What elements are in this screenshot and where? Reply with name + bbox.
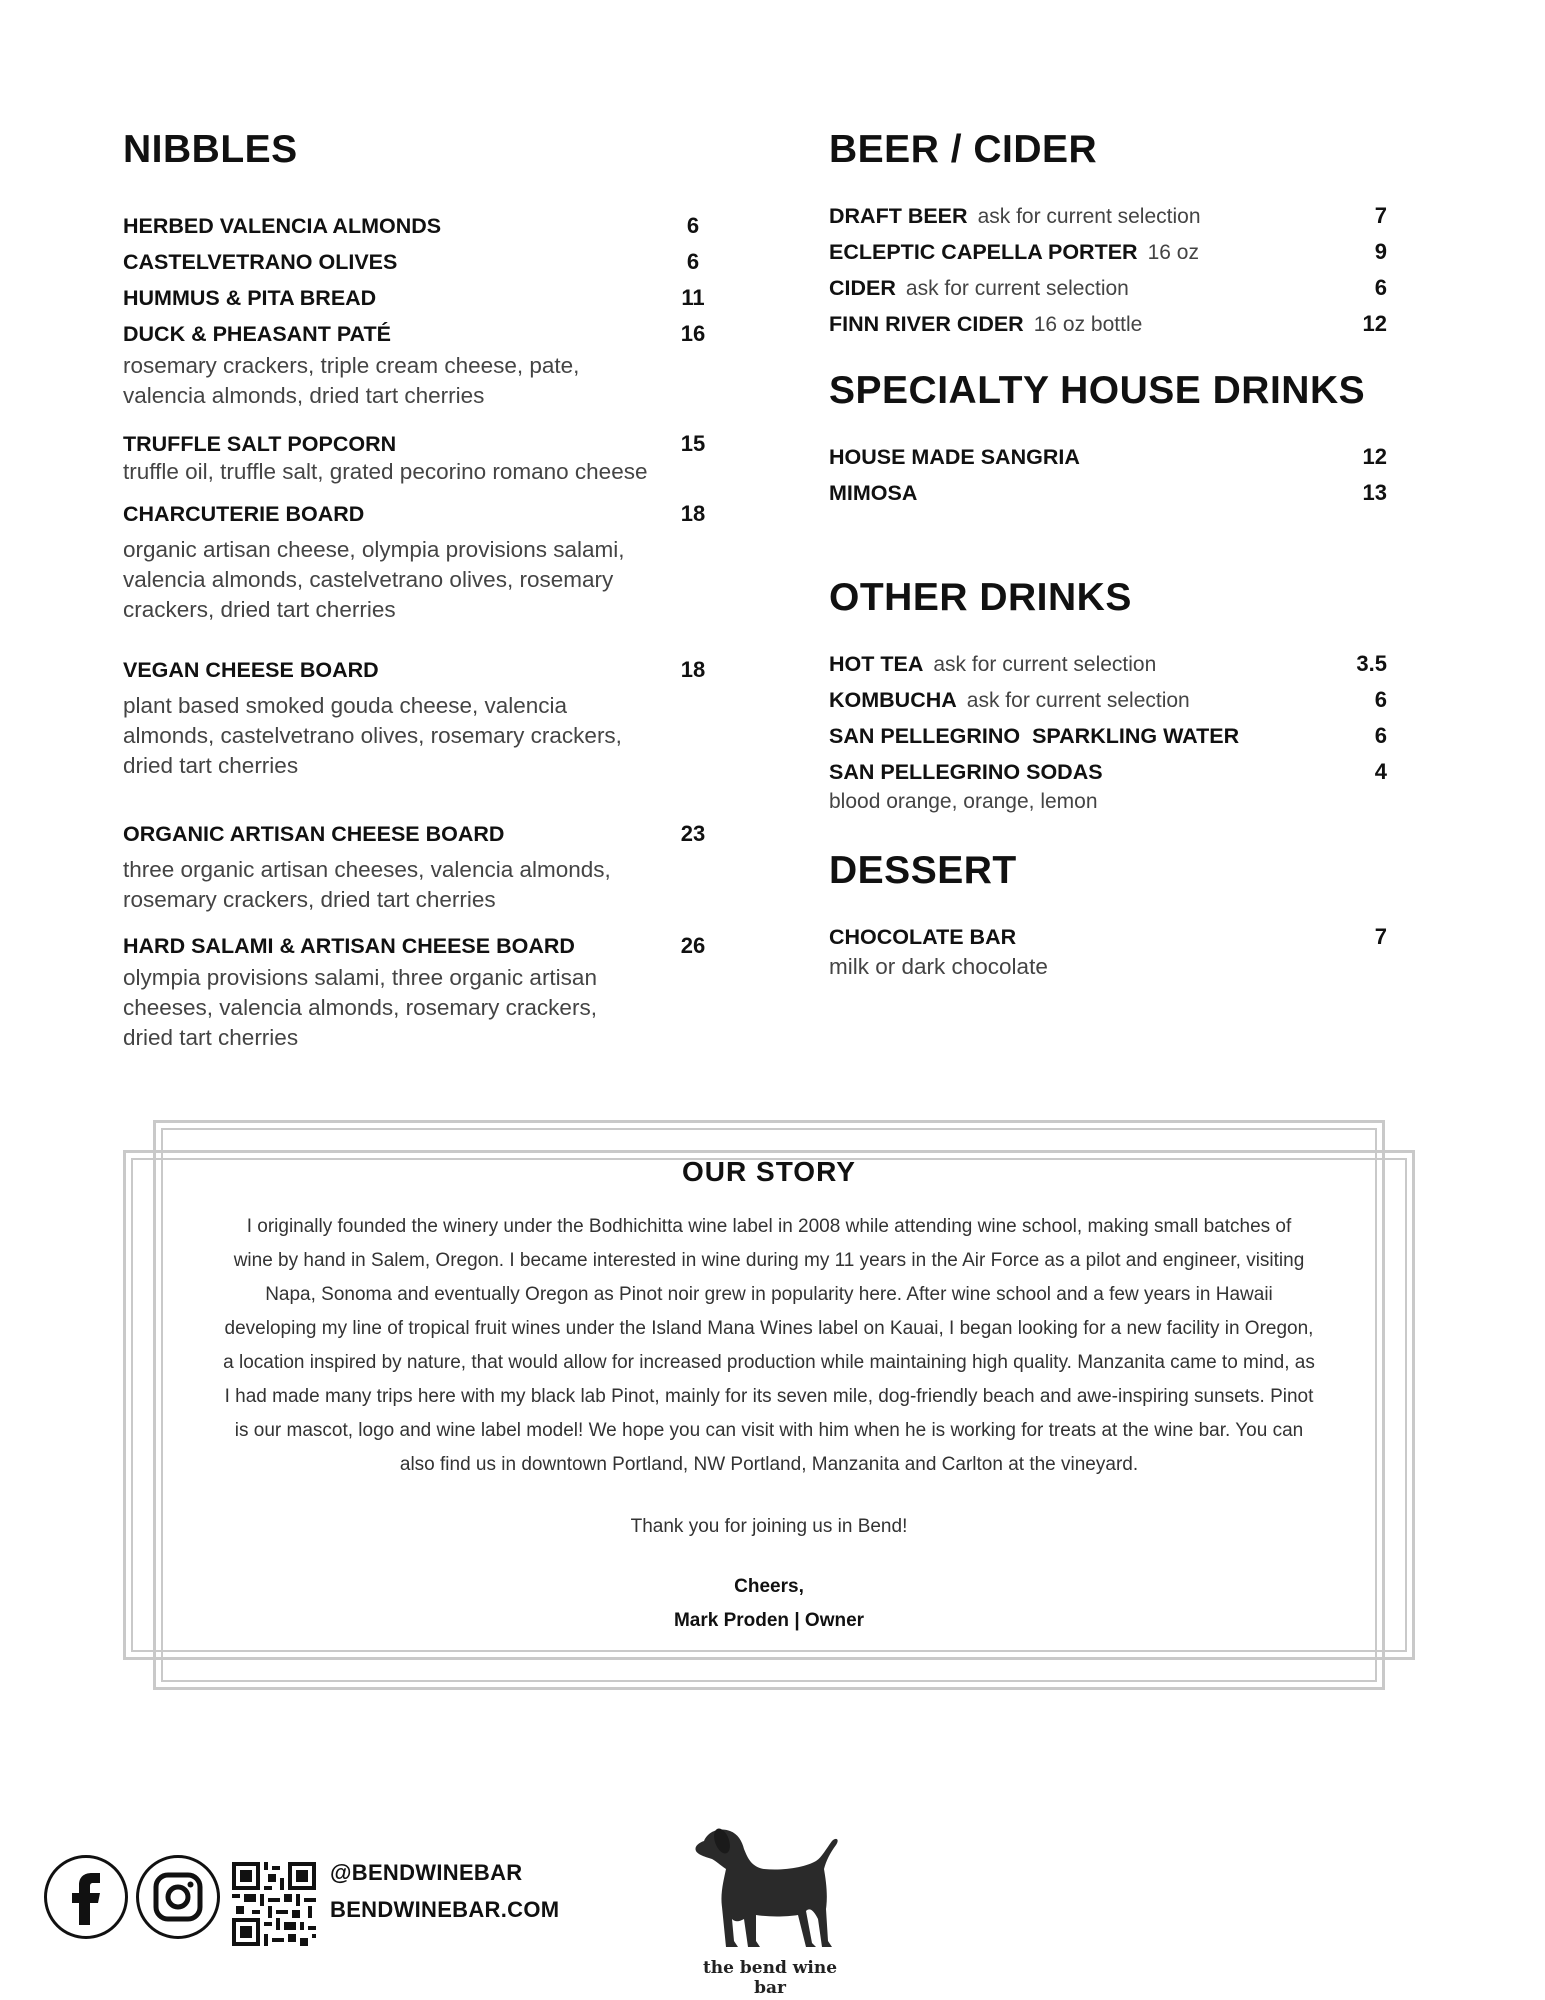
description-line: three organic artisan cheeses, valencia almonds, (123, 857, 611, 882)
item-price: 13 (1362, 480, 1387, 505)
item-name: MIMOSA (829, 481, 918, 505)
menu-item (123, 821, 713, 915)
item-note: 16 oz bottle (1033, 313, 1143, 336)
menu-item (829, 444, 1387, 470)
dessert-title: DESSERT (829, 849, 1017, 892)
item-price: 18 (680, 501, 706, 526)
item-note: ask for current selection (933, 653, 1157, 676)
description-line: valencia almonds, dried tart cherries (123, 383, 485, 408)
social-handle[interactable]: @BENDWINEBAR (330, 1860, 523, 1885)
story-thanks: Thank you for joining us in Bend! (630, 1516, 908, 1537)
item-price: 16 (680, 321, 706, 346)
nibbles-title: NIBBLES (123, 128, 298, 171)
item-name: HUMMUS & PITA BREAD (123, 286, 377, 310)
item-name: KOMBUCHA (829, 688, 957, 712)
item-price: 7 (1374, 203, 1387, 228)
description-line: almonds, castelvetrano olives, rosemary crackers, (123, 723, 622, 748)
menu-item (123, 321, 713, 411)
item-description (123, 457, 713, 487)
story-line: I originally founded the winery under the Bodhichitta wine label in 2008 while attending wine school, making small batches of (246, 1216, 1292, 1237)
story-line: Napa, Sonoma and eventually Oregon as Pinot noir grew in popularity here. After wine school and a few years in Hawaii (265, 1284, 1273, 1305)
instagram-glyph (152, 1871, 204, 1923)
item-name: VEGAN CHEESE BOARD (123, 658, 379, 682)
item-price: 11 (681, 285, 705, 310)
item-price: 6 (1374, 275, 1387, 300)
logo-text: the bend wine bar (702, 1958, 838, 1998)
item-price: 7 (1374, 924, 1387, 949)
owner-name: Mark Proden | Owner (673, 1610, 865, 1631)
description-line: plant based smoked gouda cheese, valencia (123, 693, 568, 718)
menu-item (829, 239, 1387, 265)
beer-cider-section (829, 130, 1387, 337)
menu-item (123, 249, 713, 275)
item-price: 12 (1362, 444, 1387, 469)
specialty-drinks-title: SPECIALTY HOUSE DRINKS (829, 369, 1366, 412)
menu-item (829, 311, 1387, 337)
drinks-column (829, 130, 1387, 982)
description-line: valencia almonds, castelvetrano olives, rosemary (123, 567, 614, 592)
item-name: CIDER (829, 276, 896, 300)
item-note: ask for current selection (977, 205, 1201, 228)
item-name: DRAFT BEER (829, 204, 968, 228)
our-story-box (123, 1120, 1415, 1690)
menu-item (829, 687, 1387, 713)
story-line: developing my line of tropical fruit wines under the Island Mana Wines label on Kauai, I began looking for a new facility in Oregon, (224, 1318, 1314, 1339)
item-name: CASTELVETRANO OLIVES (123, 250, 398, 274)
item-price: 12 (1362, 311, 1387, 336)
website-link[interactable]: BENDWINEBAR.COM (330, 1897, 560, 1922)
menu-item (123, 285, 713, 311)
story-signature (163, 1570, 1375, 1638)
item-description (123, 691, 713, 781)
facebook-icon[interactable] (44, 1855, 128, 1939)
qr-code-icon[interactable] (232, 1862, 316, 1946)
story-line: wine by hand in Salem, Oregon. I became interested in wine during my 11 years in the Air Force as a pilot and engineer, visiting (233, 1250, 1305, 1271)
item-description (123, 855, 713, 915)
description-line: organic artisan cheese, olympia provisions salami, (123, 537, 625, 562)
description-line: cheeses, valencia almonds, rosemary crackers, (123, 995, 597, 1020)
nibbles-section (123, 130, 713, 1053)
story-line: also find us in downtown Portland, NW Portland, Manzanita and Carlton at the vineyard. (399, 1454, 1139, 1475)
item-name: HOUSE MADE SANGRIA (829, 445, 1080, 469)
item-name: DUCK & PHEASANT PATÉ (123, 322, 391, 346)
item-note: ask for current selection (905, 277, 1129, 300)
story-line: a location inspired by nature, that would allow for increased production while maintaining high quality. Manzanita came to mind, as (223, 1352, 1315, 1373)
menu-item (829, 275, 1387, 301)
menu-item (829, 759, 1387, 817)
description-line: dried tart cherries (123, 753, 299, 778)
instagram-icon[interactable] (136, 1855, 220, 1939)
item-price: 4 (1374, 759, 1387, 784)
item-name: FINN RIVER CIDER (829, 312, 1024, 336)
story-title: OUR STORY (682, 1156, 856, 1187)
facebook-glyph (66, 1869, 106, 1925)
menu-item (123, 501, 713, 625)
story-content (163, 1156, 1375, 1638)
item-price: 6 (1374, 723, 1387, 748)
menu-item (829, 203, 1387, 229)
item-price: 9 (1374, 239, 1387, 264)
item-note: ask for current selection (966, 689, 1190, 712)
story-line: is our mascot, logo and wine label model! We hope you can visit with him when he is working for treats at the wine bar. You can (234, 1420, 1304, 1441)
item-note: 16 oz (1147, 241, 1199, 264)
item-price: 6 (1374, 687, 1387, 712)
specialty-drinks-section (829, 371, 1387, 506)
beer-cider-title: BEER / CIDER (829, 128, 1098, 171)
item-name: CHOCOLATE BAR (829, 925, 1017, 949)
menu-item (123, 213, 713, 239)
item-description (123, 535, 713, 625)
item-description (123, 963, 713, 1053)
menu-item (829, 723, 1387, 749)
story-line: I had made many trips here with my black lab Pinot, mainly for its seven mile, dog-friendly beach and awe-inspiring sunsets. Pinot (224, 1386, 1314, 1407)
description-line: dried tart cherries (123, 1025, 299, 1050)
menu-item (829, 924, 1387, 982)
item-description: blood orange, orange, lemon (829, 790, 1098, 813)
item-price: 18 (680, 657, 706, 682)
item-name: ECLEPTIC CAPELLA PORTER (829, 240, 1138, 264)
other-drinks-section (829, 578, 1387, 817)
description-line: crackers, dried tart cherries (123, 597, 396, 622)
menu-item (123, 933, 713, 1053)
item-name: HERBED VALENCIA ALMONDS (123, 214, 442, 238)
item-name: SAN PELLEGRINO SODAS (829, 760, 1103, 784)
item-name: HARD SALAMI & ARTISAN CHEESE BOARD (123, 934, 575, 958)
menu-item (123, 657, 713, 781)
menu-item (829, 651, 1387, 677)
menu-item (123, 431, 713, 487)
cheers-text: Cheers, (734, 1576, 804, 1597)
item-name: HOT TEA (829, 652, 924, 676)
item-name: SAN PELLEGRINO SPARKLING WATER (829, 724, 1240, 748)
item-price: 6 (686, 213, 700, 238)
item-price: 23 (680, 821, 706, 846)
menu-item (829, 480, 1387, 506)
dessert-section (829, 851, 1387, 982)
item-name: ORGANIC ARTISAN CHEESE BOARD (123, 822, 505, 846)
other-drinks-title: OTHER DRINKS (829, 576, 1132, 619)
item-price: 15 (680, 431, 706, 456)
item-name: CHARCUTERIE BOARD (123, 502, 365, 526)
item-description (123, 351, 713, 411)
item-description: milk or dark chocolate (829, 954, 1048, 979)
description-line: truffle oil, truffle salt, grated pecorino romano cheese (123, 459, 648, 484)
description-line: rosemary crackers, triple cream cheese, pate, (123, 353, 580, 378)
item-price: 3.5 (1356, 651, 1387, 676)
dog-logo-icon (690, 1815, 850, 1955)
story-body (169, 1210, 1369, 1482)
description-line: olympia provisions salami, three organic artisan (123, 965, 597, 990)
item-price: 26 (680, 933, 706, 958)
item-name: TRUFFLE SALT POPCORN (123, 432, 397, 456)
description-line: rosemary crackers, dried tart cherries (123, 887, 496, 912)
item-price: 6 (686, 249, 700, 274)
